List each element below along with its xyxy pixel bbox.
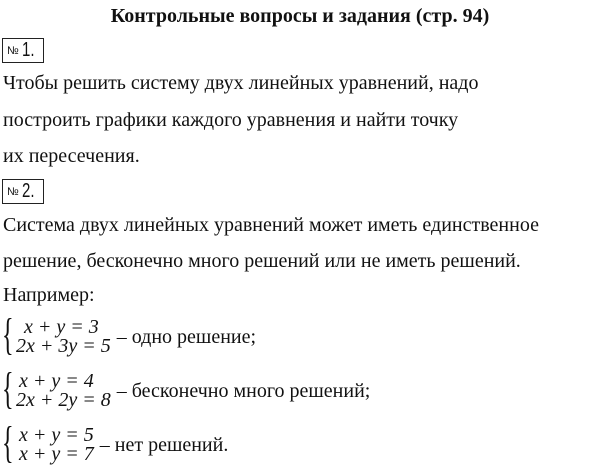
task-1-line-3: их пересечения. [3,145,140,167]
equation-1: x + y = 5 [19,424,94,446]
task-2-line-2: решение, бесконечно много решений или не иметь решений. [3,250,521,272]
task-1-line-1: Чтобы решить систему двух линейных уравнений, надо [3,72,479,94]
left-brace: { [2,364,14,413]
equation-2: 2x + 3y = 5 [16,335,111,357]
system-description: – нет решений. [99,433,229,456]
system-description: – одно решение; [116,325,257,348]
equation-system-3 [2,418,229,467]
page-title: Контрольные вопросы и задания (стр. 94) [110,5,490,27]
task-1-badge [2,38,44,63]
task-2-line-3: Например: [3,284,95,306]
number-sign: № [7,44,19,57]
number-sign: № [7,185,19,198]
equation-1: x + y = 3 [24,316,99,338]
task-2-line-1: Система двух линейных уравнений может иметь единственное [3,214,539,236]
left-brace: { [2,310,14,359]
task-1-line-2: построить графики каждого уравнения и найти точку [3,109,459,131]
equation-1: x + y = 4 [19,370,94,392]
task-number: 1. [21,39,35,61]
equation-2: 2x + 2y = 8 [16,389,111,411]
equations [16,426,94,464]
equation-system-1 [2,310,257,359]
equations [16,318,111,356]
equation-2: x + y = 7 [19,443,94,465]
equations [16,372,111,410]
task-number: 2. [21,180,35,202]
system-description: – бесконечно много решений; [116,379,371,402]
left-brace: { [2,418,14,467]
equation-system-2 [2,364,371,413]
task-2-badge [2,179,44,204]
